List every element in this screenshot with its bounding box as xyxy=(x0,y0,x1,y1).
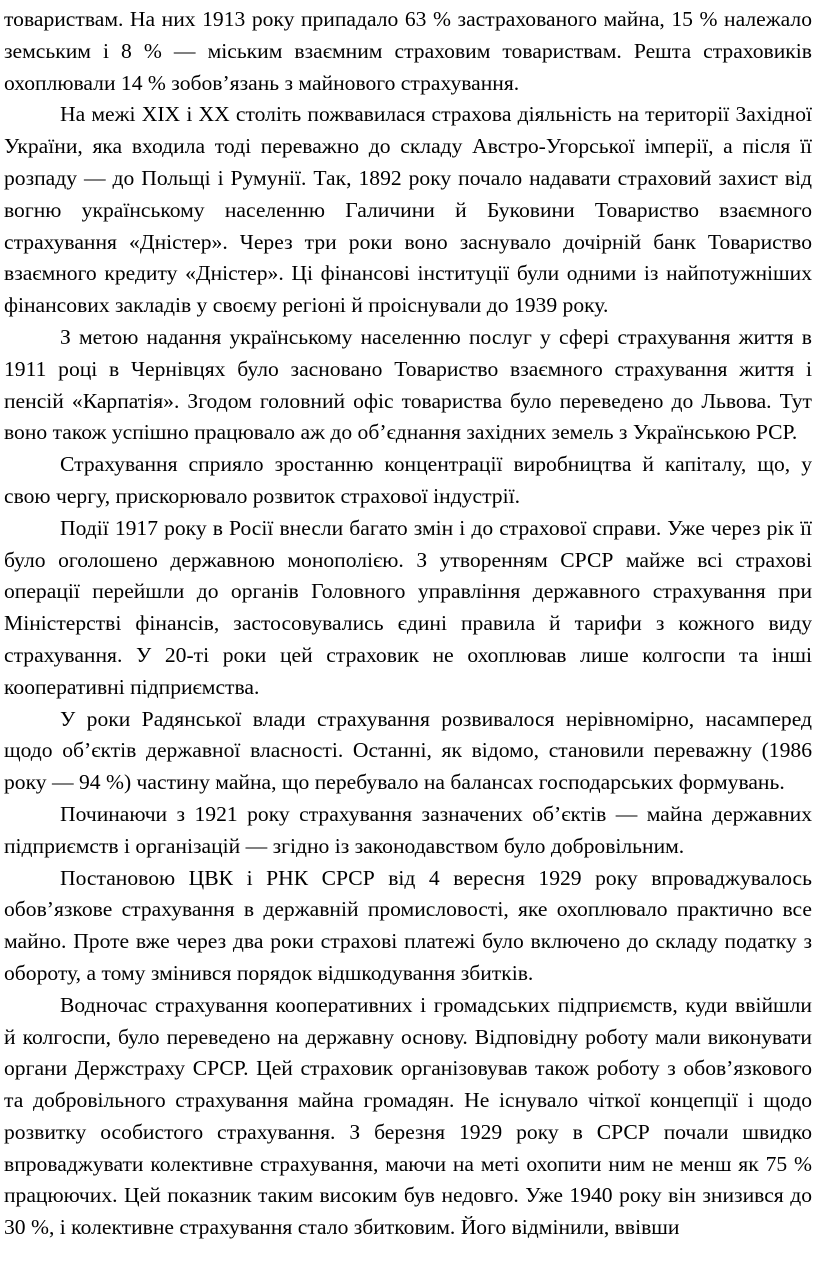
paragraph-concentration: Страхування сприяло зростанню концентрації виробництва й капіталу, що, у свою чергу, прискорювало розвиток страхової індустрії. xyxy=(4,452,812,508)
paragraph-1921-voluntary: Починаючи з 1921 року страхування зазначених об’єктів — майна державних підприємств і організацій — згідно із законодавством було добровільним. xyxy=(4,801,812,858)
paragraph-cooperative-insurance: Водночас страхування кооперативних і громадських підприємств, куди ввійшли й колгоспи, було переведено на державну основу. Відповідну роботу мали виконувати органи Держстраху СРСР. Цей страховик організовував також роботу з обов’язкового та добровільного страхування майна громадян. Не існувало чіткої концепції і щодо розвитку особистого страхування. З березня 1929 року в СРСР почали швидко впроваджувати колективне страхування, маючи на меті охопити ним не менш як 75 % працюючих. Цей показник таким високим був недовго. Уже 1940 року він знизився до 30 %, і колективне страхування стало збитковим. Його відмінили, ввівши xyxy=(4,992,812,1240)
paragraph-continuation: товариствам. На них 1913 року припадало 63 % застрахованого майна, 15 % належало земським і 8 % — міським взаємним страховим товариствам. Решта страховиків охоплювали 14 % зобов’язань з майнового страхування. xyxy=(4,7,812,95)
paragraph-soviet-period: У роки Радянської влади страхування розвивалося нерівномірно, насамперед щодо об’єктів державної власності. Останні, як відомо, становили переважну (1986 року — 94 %) частину майна, що перебувало на балансах господарських формувань. xyxy=(4,706,812,795)
paragraph-1917-events: Події 1917 року в Росії внесли багато змін і до страхової справи. Уже через рік її було оголошено державною монополією. З утворенням СРСР майже всі страхові операції перейшли до органів Головного управління державного страхування при Міністерстві фінансів, застосовувались єдині правила й тарифи з кожного виду страхування. У 20-ті роки цей страховик не охоплював лише колгоспи та інші кооперативні підприємства. xyxy=(4,515,812,699)
paragraph-karpatiya: З метою надання українському населенню послуг у сфері страхування життя в 1911 році в Чернівцях було засновано Товариство взаємного страхування життя і пенсій «Карпатія». Згодом головний офіс товариства було переведено до Львова. Тут воно також успішно працювало аж до об’єднання західних земель з Українською РСР. xyxy=(4,324,812,445)
paragraph-1929-decree: Постановою ЦВК і РНК СРСР від 4 вересня 1929 року впроваджувалось обов’язкове страхування в державній промисловості, яке охоплювало практично все майно. Проте вже через два роки страхові платежі було включено до складу податку з обороту, а тому змінився порядок відшкодування збитків. xyxy=(4,865,812,985)
paragraph-western-ukraine: На межі ХІХ і ХХ століть пожвавилася страхова діяльність на території Західної України, яка входила тоді переважно до складу Австро-Угорської імперії, а після її розпаду — до Польщі і Румунії. Так, 1892 року почало надавати страховий захист від вогню українському населенню Галичини й Буковини Товариство взаємного страхування «Дністер». Через три роки воно заснувало дочірній банк Товариство взаємного кредиту «Дністер». Ці фінансові інституції були одними із найпотужніших фінансових закладів у своєму регіоні й проіснували до 1939 року. xyxy=(4,102,812,318)
